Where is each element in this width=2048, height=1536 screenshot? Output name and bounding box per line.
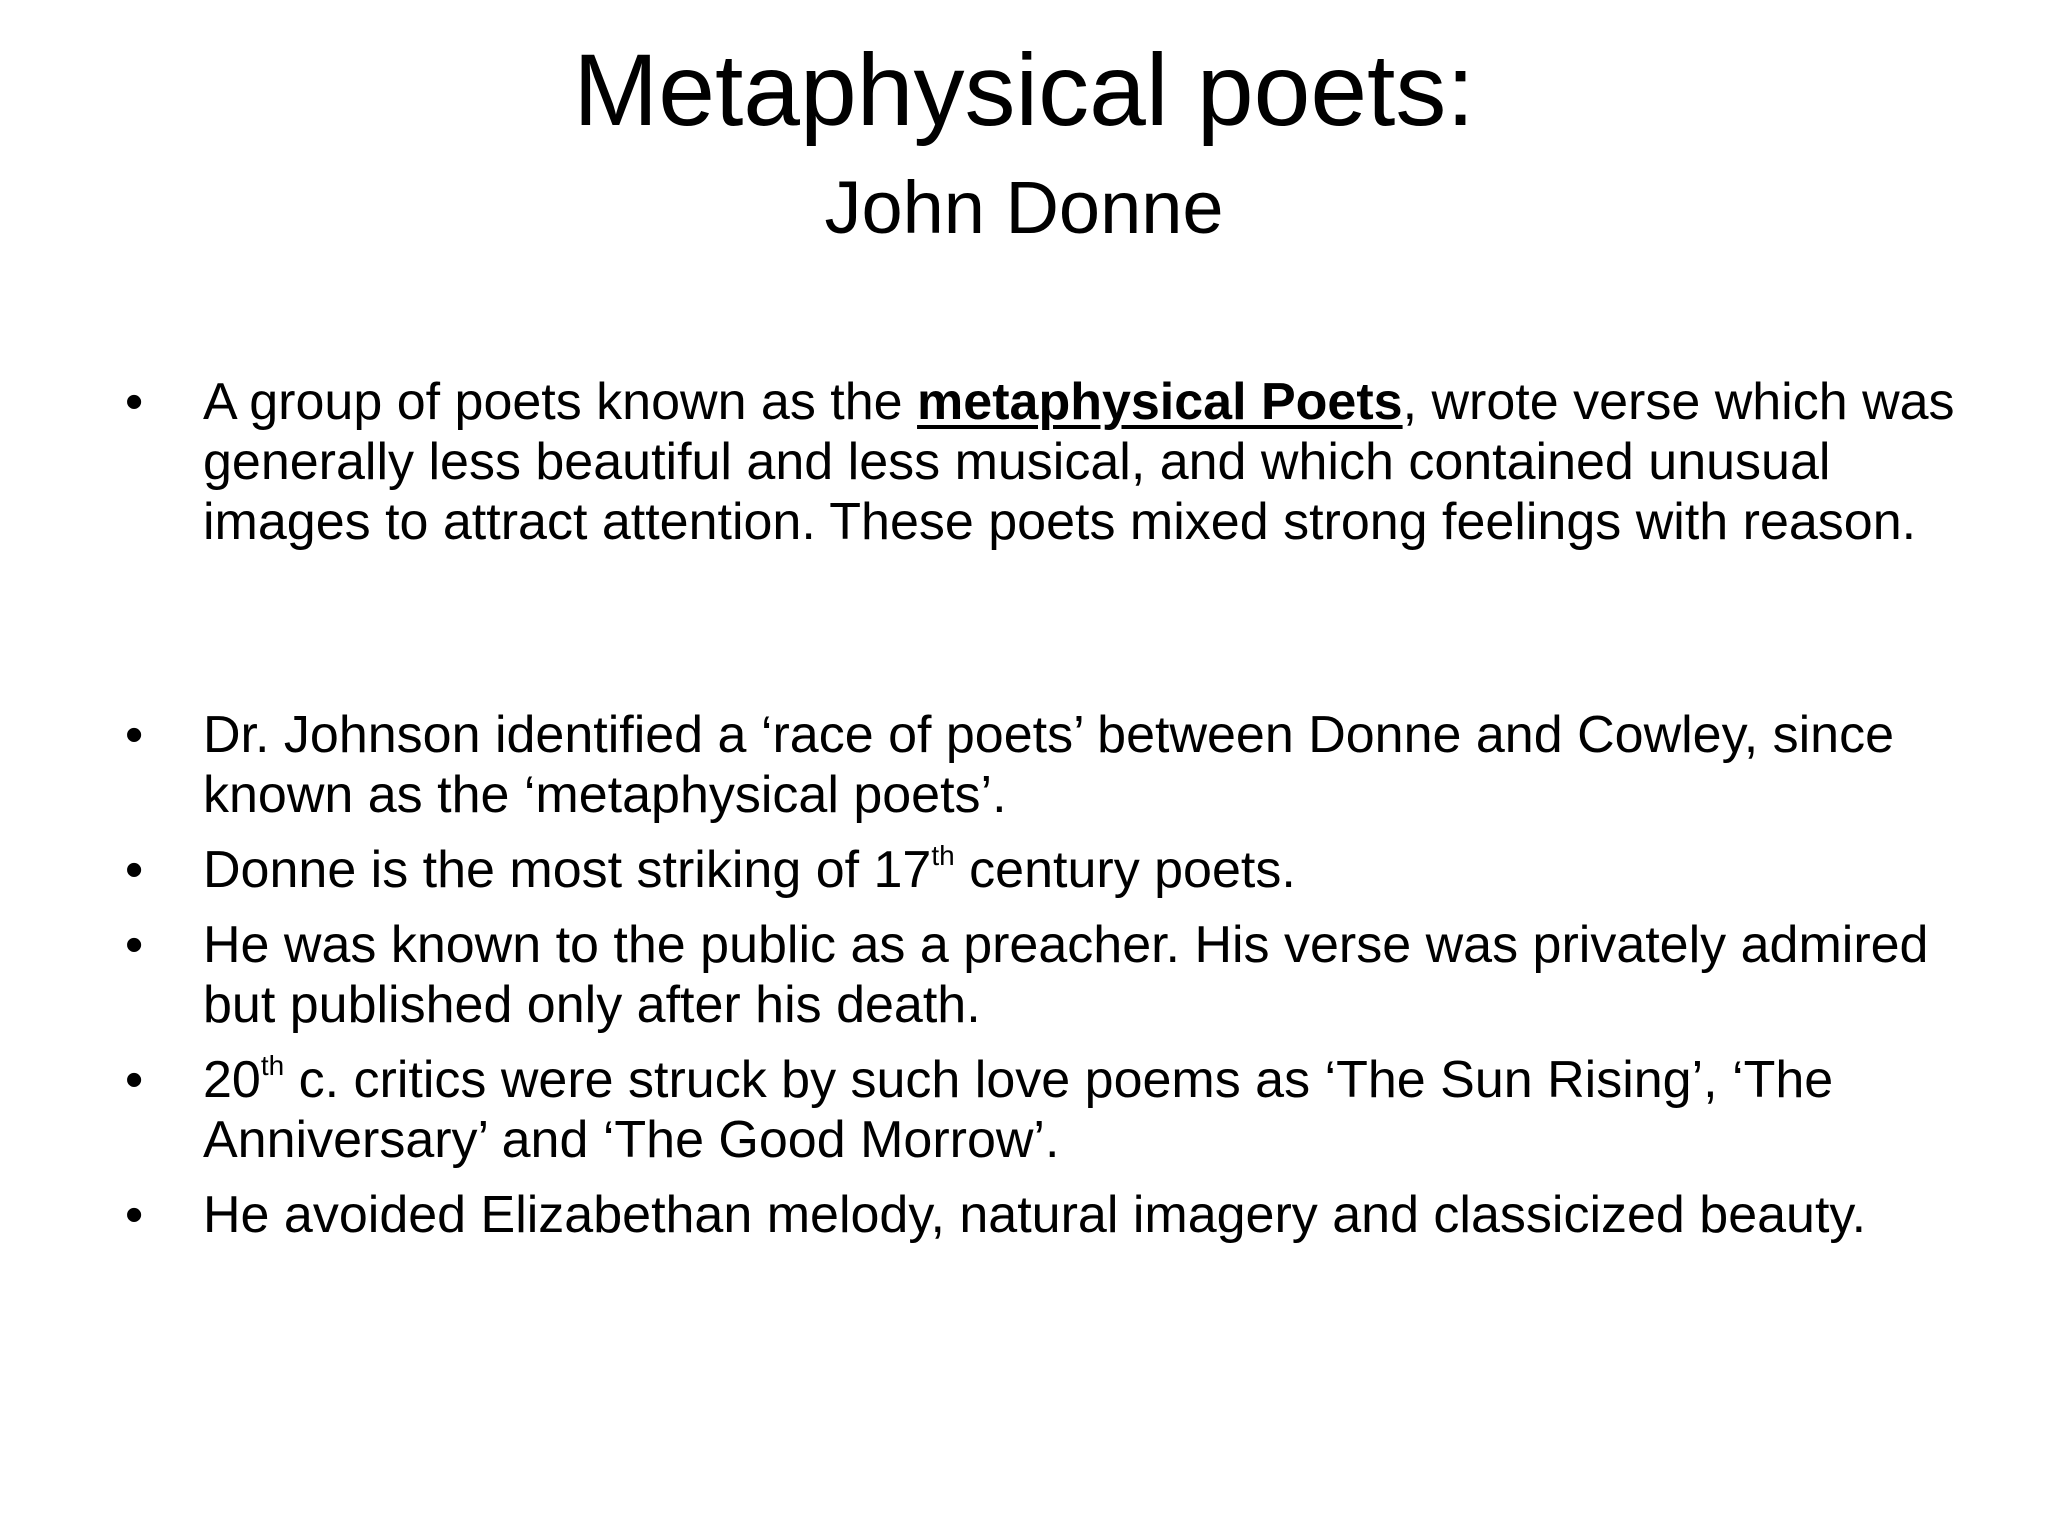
title-block: [0, 30, 2048, 258]
ordinal-superscript: th: [931, 840, 955, 871]
bullet-text: Dr. Johnson identified a ‘race of poets’ between Donne and Cowley, since known as the ‘metaphysical poets’.: [203, 706, 1895, 824]
ordinal-superscript: th: [260, 1050, 285, 1081]
bullet-text-after: c. critics were struck by such love poems as ‘The Sun Rising’, ‘The Anniversary’ and ‘The Good Morrow’.: [203, 1051, 1834, 1169]
bullet-text: He was known to the public as a preacher. His verse was privately admired but published only after his death.: [203, 916, 1929, 1034]
bullet-text-after: century poets.: [954, 841, 1296, 899]
bullet-text: [203, 840, 1965, 900]
slide-title: Metaphysical poets:: [573, 33, 1475, 147]
bullet-text-before: 20: [203, 1051, 261, 1109]
bullet-text-before: A group of poets known as the: [203, 373, 918, 431]
bullet-marker: •: [125, 373, 144, 431]
bullet-text: He avoided Elizabethan melody, natural imagery and classicized beauty.: [203, 1186, 1867, 1244]
bullet-marker: •: [125, 1186, 144, 1244]
bullet-text: [203, 372, 1965, 552]
bullet-text-after: , wrote verse which was generally less beautiful and less musical, and which contained unusual images to attract attention. These poets mixed strong feelings with reason.: [203, 373, 1955, 551]
bullet-text: [203, 1050, 1965, 1170]
emphasis-term: metaphysical Poets: [917, 373, 1403, 431]
slide-subtitle: John Donne: [824, 166, 1224, 249]
bullet-marker: •: [125, 706, 144, 764]
bullet-marker: •: [125, 841, 144, 899]
bullet-marker: •: [125, 916, 144, 974]
bullet-marker: •: [125, 1051, 144, 1109]
bullet-text-before: Donne is the most striking of 17: [203, 841, 932, 899]
